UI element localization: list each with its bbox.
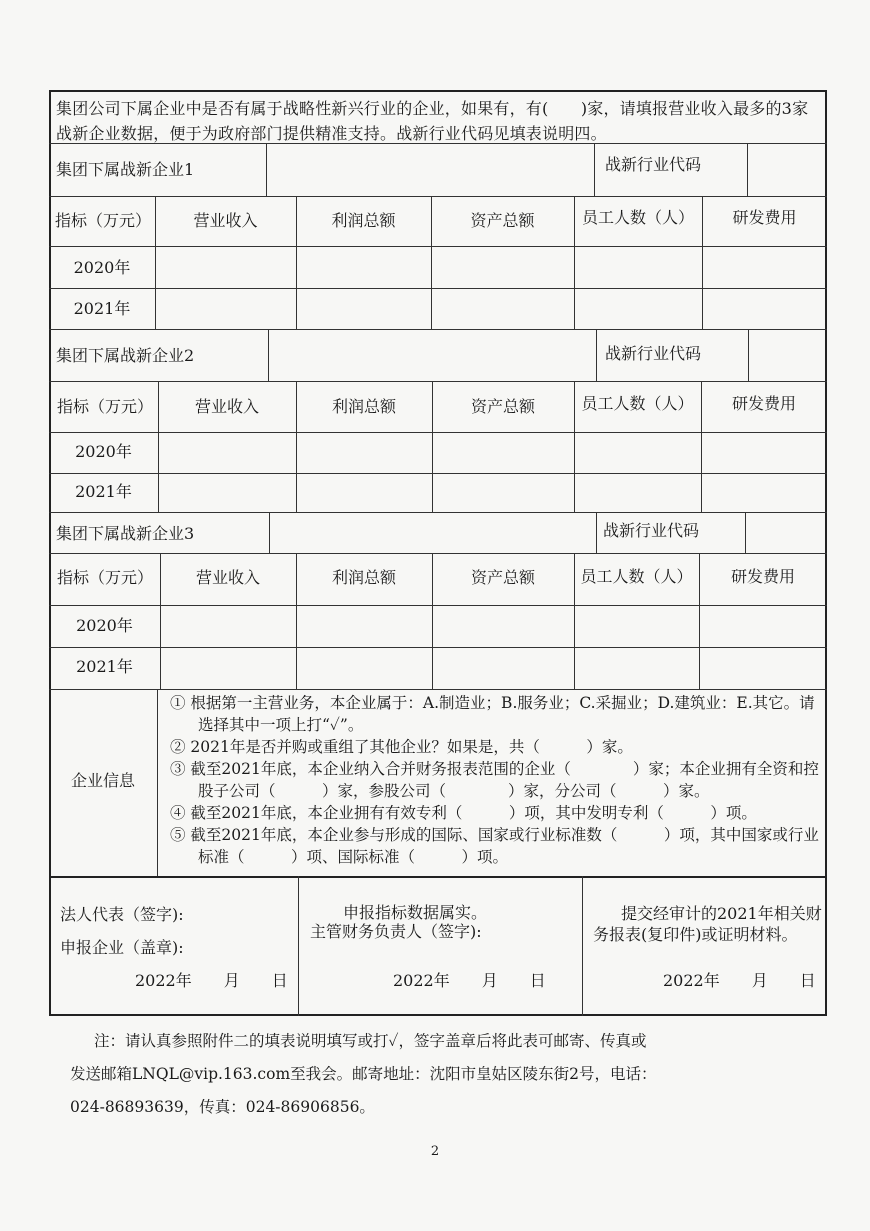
year-label: 2020年 bbox=[75, 442, 132, 461]
info-item: ⑤ 截至2021年底，本企业参与形成的国际、国家或行业标准数（ ）项，其中国家或行业标准（ ）项、国际标准（ ）项。 bbox=[170, 826, 819, 866]
header-indicator: 指标（万元） bbox=[55, 211, 152, 230]
header-assets: 资产总额 bbox=[470, 397, 535, 416]
sign-date: 2022年 月 日 bbox=[135, 971, 288, 990]
col-divider bbox=[157, 689, 158, 876]
code-label: 战新行业代码 bbox=[603, 521, 700, 540]
col-divider bbox=[745, 512, 746, 553]
enterprise-name: 集团下属战新企业3 bbox=[56, 524, 195, 543]
code-label: 战新行业代码 bbox=[605, 344, 702, 363]
header-assets: 资产总额 bbox=[470, 568, 535, 587]
company-seal: 申报企业（盖章): bbox=[60, 938, 184, 957]
header-employees: 员工人数（人） bbox=[581, 394, 694, 413]
enterprise-name: 集团下属战新企业2 bbox=[56, 346, 195, 365]
row-divider bbox=[49, 288, 827, 289]
header-revenue: 营业收入 bbox=[193, 211, 258, 230]
info-label: 企业信息 bbox=[70, 771, 135, 790]
header-rd: 研发费用 bbox=[731, 394, 796, 413]
header-revenue: 营业收入 bbox=[194, 397, 259, 416]
year-label: 2021年 bbox=[75, 482, 132, 501]
row-divider bbox=[49, 432, 827, 433]
row-divider bbox=[49, 689, 827, 690]
col-divider bbox=[748, 329, 749, 381]
row-divider bbox=[49, 647, 827, 648]
sign-date: 2022年 月 日 bbox=[393, 971, 546, 990]
info-item: ① 根据第一主营业务，本企业属于：A.制造业；B.服务业；C.采掘业；D.建筑业：E.其它。请选择其中一项上打“✓”。 bbox=[170, 694, 815, 734]
sign-date: 2022年 月 日 bbox=[663, 971, 816, 990]
info-item: ④ 截至2021年底，本企业拥有有效专利（ ）项，其中发明专利（ ）项。 bbox=[170, 804, 757, 822]
year-label: 2020年 bbox=[73, 258, 131, 277]
col-divider bbox=[582, 876, 583, 1016]
note-line: 024-86893639，传真：024-86906856。 bbox=[70, 1098, 375, 1116]
col-divider bbox=[594, 143, 595, 196]
row-divider bbox=[49, 329, 827, 330]
row-divider bbox=[49, 605, 827, 606]
info-items bbox=[170, 692, 820, 868]
data-true-statement: 申报指标数据属实。 bbox=[343, 903, 488, 922]
page-number: 2 bbox=[430, 1144, 440, 1159]
year-label: 2021年 bbox=[76, 657, 133, 676]
header-profit: 利润总额 bbox=[331, 211, 396, 230]
header-rd: 研发费用 bbox=[730, 567, 795, 586]
header-profit: 利润总额 bbox=[331, 397, 396, 416]
col-divider bbox=[268, 329, 269, 381]
finance-head-signature: 主管财务负责人（签字): bbox=[310, 922, 482, 941]
note-line: 注：请认真参照附件二的填表说明填写或打✓，签字盖章后将此表可邮寄、传真或 bbox=[94, 1032, 647, 1050]
header-indicator: 指标（万元） bbox=[57, 397, 154, 416]
note-line: 发送邮箱LNQL@vip.163.com至我会。邮寄地址：沈阳市皇姑区陵东街2号，电话： bbox=[70, 1065, 657, 1083]
header-revenue: 营业收入 bbox=[195, 568, 260, 587]
year-label: 2020年 bbox=[76, 616, 133, 635]
row-divider bbox=[49, 246, 827, 247]
col-divider bbox=[266, 143, 267, 196]
row-divider bbox=[49, 512, 827, 513]
row-divider bbox=[49, 553, 827, 554]
audit-note: 提交经审计的2021年相关财务报表(复印件)或证明材料。 bbox=[593, 904, 822, 944]
year-label: 2021年 bbox=[73, 299, 131, 318]
code-label: 战新行业代码 bbox=[605, 155, 702, 174]
info-item: ② 2021年是否并购或重组了其他企业？如果是，共（ ）家。 bbox=[170, 738, 633, 756]
col-divider bbox=[596, 329, 597, 381]
row-divider bbox=[49, 876, 827, 878]
row-divider bbox=[49, 196, 827, 197]
row-divider bbox=[49, 473, 827, 474]
header-indicator: 指标（万元） bbox=[57, 568, 154, 587]
col-divider bbox=[596, 512, 597, 553]
header-employees: 员工人数（人） bbox=[581, 208, 694, 227]
col-divider bbox=[298, 876, 299, 1016]
header-assets: 资产总额 bbox=[470, 211, 535, 230]
col-divider bbox=[747, 143, 748, 196]
row-divider bbox=[49, 381, 827, 382]
header-profit: 利润总额 bbox=[331, 568, 396, 587]
header-employees: 员工人数（人） bbox=[580, 567, 693, 586]
enterprise-name: 集团下属战新企业1 bbox=[56, 160, 195, 179]
info-item: ③ 截至2021年底，本企业纳入合并财务报表范围的企业（ ）家；本企业拥有全资和控股子公司（ ）家，参股公司（ ）家，分公司（ ）家。 bbox=[170, 760, 819, 800]
header-rd: 研发费用 bbox=[732, 208, 797, 227]
legal-rep-signature: 法人代表（签字): bbox=[60, 905, 184, 924]
intro-text: 集团公司下属企业中是否有属于战略性新兴行业的企业，如果有，有( )家，请填报营业收入最多的3家战新企业数据，便于为政府部门提供精准支持。战新行业代码见填表说明四。 bbox=[56, 99, 809, 143]
col-divider bbox=[269, 512, 270, 553]
